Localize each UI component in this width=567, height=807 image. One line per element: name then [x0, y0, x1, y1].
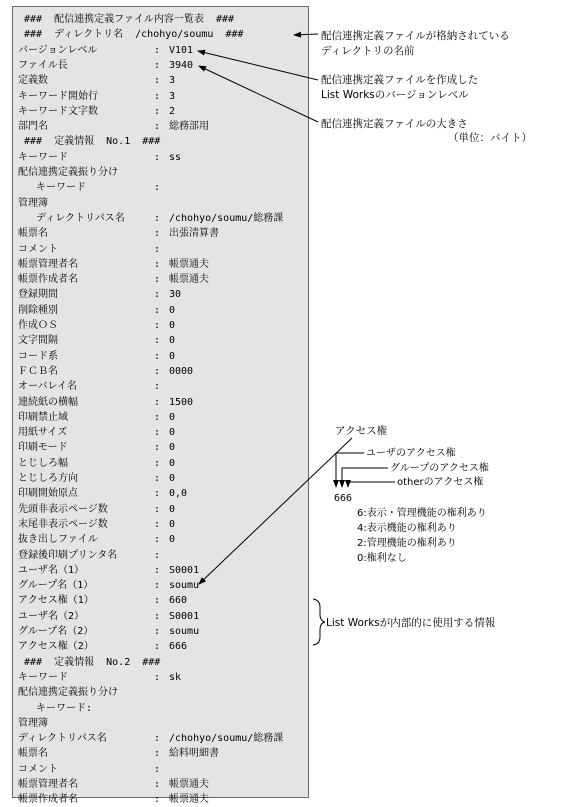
field-label: 削除種別: [18, 304, 58, 316]
field-separator: :: [154, 304, 161, 316]
field-label: 登録期間: [18, 289, 58, 301]
field-separator: :: [154, 350, 161, 362]
field-value: 総務部用: [169, 121, 209, 133]
field-label: ユーザ名（1）: [18, 564, 85, 576]
field-value: 0: [169, 473, 176, 484]
listing-text: ### 定義情報 No.1 ###: [24, 136, 161, 148]
perm-0-text: 0:権利なし: [357, 553, 407, 564]
field-separator: :: [154, 733, 161, 745]
field-label: 印刷禁止域: [18, 411, 68, 423]
field-label: グループ名（1）: [18, 580, 94, 592]
field-value: sk: [169, 671, 182, 683]
field-separator: :: [154, 503, 161, 515]
field-separator: :: [154, 595, 161, 607]
field-label: ファイル長: [18, 59, 68, 71]
directory-name-note: 配信連携定義ファイルが格納されている ディレクトリの名前: [321, 30, 510, 57]
field-label: コード系: [18, 350, 58, 362]
field-separator: :: [154, 44, 161, 56]
field-label: コメント: [18, 763, 58, 775]
field-value: ss: [169, 151, 182, 163]
field-separator: :: [154, 365, 161, 377]
field-label: キーワード: [36, 182, 86, 194]
field-separator: :: [154, 396, 161, 408]
access-example-value: 666: [334, 493, 353, 504]
field-value: 0: [169, 304, 176, 316]
user-access-label: ユーザのアクセス権: [366, 448, 456, 459]
file-size-unit: （単位：バイト）: [448, 132, 532, 144]
field-separator: :: [154, 75, 161, 87]
internal-info-brace: [313, 599, 325, 645]
field-separator: :: [154, 381, 161, 393]
field-label: 抜き出しファイル: [18, 534, 98, 546]
field-label: 印刷開始原点: [18, 488, 78, 500]
file-size-note: 配信連携定義ファイルの大きさ: [321, 118, 468, 130]
field-label: ユーザ名（2）: [18, 610, 85, 622]
field-label: ＦＣＢ名: [18, 365, 58, 377]
field-separator: :: [154, 610, 161, 622]
field-label: アクセス権（2）: [18, 641, 94, 653]
field-value: 3: [169, 90, 176, 102]
field-value: S0001: [169, 564, 200, 576]
field-label: グループ名（2）: [18, 626, 94, 637]
field-label: キーワード文字数: [18, 105, 98, 117]
file-size-arrow: [199, 66, 318, 122]
version-level-note: 配信連携定義ファイルを作成した List Worksのバージョンレベル: [321, 74, 479, 101]
field-separator: :: [154, 335, 161, 347]
field-separator: :: [154, 442, 161, 454]
field-value: /chohyo/soumu/総務課: [169, 733, 284, 745]
field-label: 先頭非表示ページ数: [18, 503, 108, 515]
perm-4-text: 4:表示機能の権利あり: [357, 523, 457, 534]
field-value: 0: [169, 427, 176, 439]
field-separator: :: [154, 626, 161, 637]
field-label: 帳票管理者名: [18, 258, 78, 270]
field-value: 0: [169, 350, 176, 362]
field-separator: :: [154, 320, 161, 331]
access-rights-title: アクセス権: [335, 425, 388, 437]
field-value: 0: [169, 518, 176, 530]
field-value: V101: [169, 44, 194, 56]
field-separator: :: [154, 258, 161, 270]
field-separator: :: [154, 151, 161, 163]
listing-text: 管理簿: [18, 197, 48, 209]
field-value: 660: [169, 595, 188, 607]
field-value: 0: [169, 457, 176, 469]
field-value: 0: [169, 411, 176, 423]
field-separator: :: [154, 564, 161, 576]
field-label: とじしろ幅: [18, 457, 68, 469]
field-label: 帳票作成者名: [18, 794, 78, 806]
field-label: とじしろ方向: [18, 473, 78, 484]
field-separator: :: [154, 763, 161, 775]
field-separator: :: [154, 59, 161, 71]
field-separator: :: [154, 641, 161, 653]
field-label: バージョンレベル: [18, 44, 98, 56]
field-value: soumu: [169, 626, 200, 637]
field-value: 0: [169, 442, 176, 454]
field-value: 1500: [169, 396, 194, 408]
field-value: 0: [169, 320, 176, 331]
field-separator: :: [154, 671, 161, 683]
field-separator: :: [154, 228, 161, 240]
other-access-pointer: [348, 482, 395, 487]
field-label: 帳票管理者名: [18, 779, 78, 790]
field-value: 666: [169, 641, 188, 653]
field-label: 連続紙の横幅: [18, 396, 78, 408]
field-value: 帳票通夫: [169, 794, 209, 806]
field-value: soumu: [169, 580, 200, 592]
field-separator: :: [154, 90, 161, 102]
field-separator: :: [154, 518, 161, 530]
field-label: キーワード: [18, 671, 68, 683]
listing-text: 管理簿: [18, 717, 48, 729]
field-separator: :: [154, 794, 161, 806]
access-rights-arrow: [199, 438, 352, 584]
field-label: 帳票名: [18, 748, 48, 760]
listing-text: ### ディレクトリ名 /chohyo/soumu ###: [24, 29, 244, 41]
field-separator: :: [154, 182, 161, 194]
field-value: 帳票通夫: [169, 258, 209, 270]
field-label: 帳票名: [18, 228, 48, 240]
field-label: 用紙サイズ: [18, 427, 68, 439]
field-separator: :: [154, 105, 161, 117]
group-access-pointer: [342, 468, 388, 487]
internal-info-note: List Worksが内部的に使用する情報: [326, 617, 496, 629]
field-separator: :: [154, 473, 161, 484]
field-value: S0001: [169, 610, 200, 622]
field-separator: :: [154, 427, 161, 439]
field-separator: :: [154, 779, 161, 790]
listing-text: ### 定義情報 No.2 ###: [24, 656, 161, 668]
field-value: 3940: [169, 59, 194, 71]
field-label: 文字間隔: [18, 335, 58, 347]
listing-text: 配信連携定義振り分け: [18, 167, 118, 178]
field-label: ディレクトリパス名: [18, 733, 107, 745]
field-separator: :: [154, 457, 161, 469]
field-separator: :: [154, 748, 161, 760]
field-value: 帳票通夫: [169, 779, 209, 790]
perm-2-text: 2:管理機能の権利あり: [357, 538, 457, 549]
field-label: 定義数: [18, 75, 48, 87]
field-value: 0000: [169, 365, 194, 377]
perm-6-text: 6:表示・管理機能の権利あり: [357, 508, 487, 519]
group-access-label: グループのアクセス権: [390, 463, 489, 474]
listing-text: 配信連携定義振り分け: [18, 687, 118, 699]
field-label: キーワード: [18, 151, 68, 163]
other-access-label: otherのアクセス権: [397, 477, 484, 488]
listing-text: キーワード:: [36, 702, 93, 714]
field-value: 30: [169, 289, 182, 301]
field-label: 帳票作成者名: [18, 274, 78, 286]
field-separator: :: [154, 274, 161, 286]
field-separator: :: [154, 580, 161, 592]
field-value: 0,0: [169, 488, 188, 500]
field-separator: :: [154, 212, 161, 224]
directory-name-arrow: [294, 34, 318, 35]
field-separator: :: [154, 488, 161, 500]
field-label: コメント: [18, 243, 58, 255]
listing-text: ### 配信連携定義ファイル内容一覧表 ###: [24, 14, 235, 25]
field-label: 部門名: [18, 121, 48, 133]
version-level-arrow: [198, 51, 318, 80]
field-value: 2: [169, 105, 176, 117]
field-label: 作成ＯＳ: [18, 320, 58, 331]
field-separator: :: [154, 534, 161, 546]
field-label: キーワード開始行: [18, 90, 98, 102]
field-label: 登録後印刷プリンタ名: [18, 549, 118, 561]
field-label: オーバレイ名: [18, 381, 77, 393]
field-separator: :: [154, 243, 161, 255]
field-label: ディレクトリパス名: [36, 212, 125, 224]
field-value: 給料明細書: [169, 748, 219, 760]
field-separator: :: [154, 289, 161, 301]
field-value: 出張清算書: [169, 228, 219, 240]
field-value: 0: [169, 534, 176, 546]
field-separator: :: [154, 411, 161, 423]
field-value: 帳票通夫: [169, 274, 209, 286]
field-value: /chohyo/soumu/総務課: [169, 212, 284, 224]
field-value: 0: [169, 503, 176, 515]
field-label: 末尾非表示ページ数: [18, 518, 108, 530]
field-value: 3: [169, 75, 176, 87]
field-separator: :: [154, 121, 161, 133]
field-label: 印刷モード: [18, 442, 68, 454]
field-value: 0: [169, 335, 176, 347]
field-label: アクセス権（1）: [18, 595, 94, 607]
field-separator: :: [154, 549, 161, 561]
